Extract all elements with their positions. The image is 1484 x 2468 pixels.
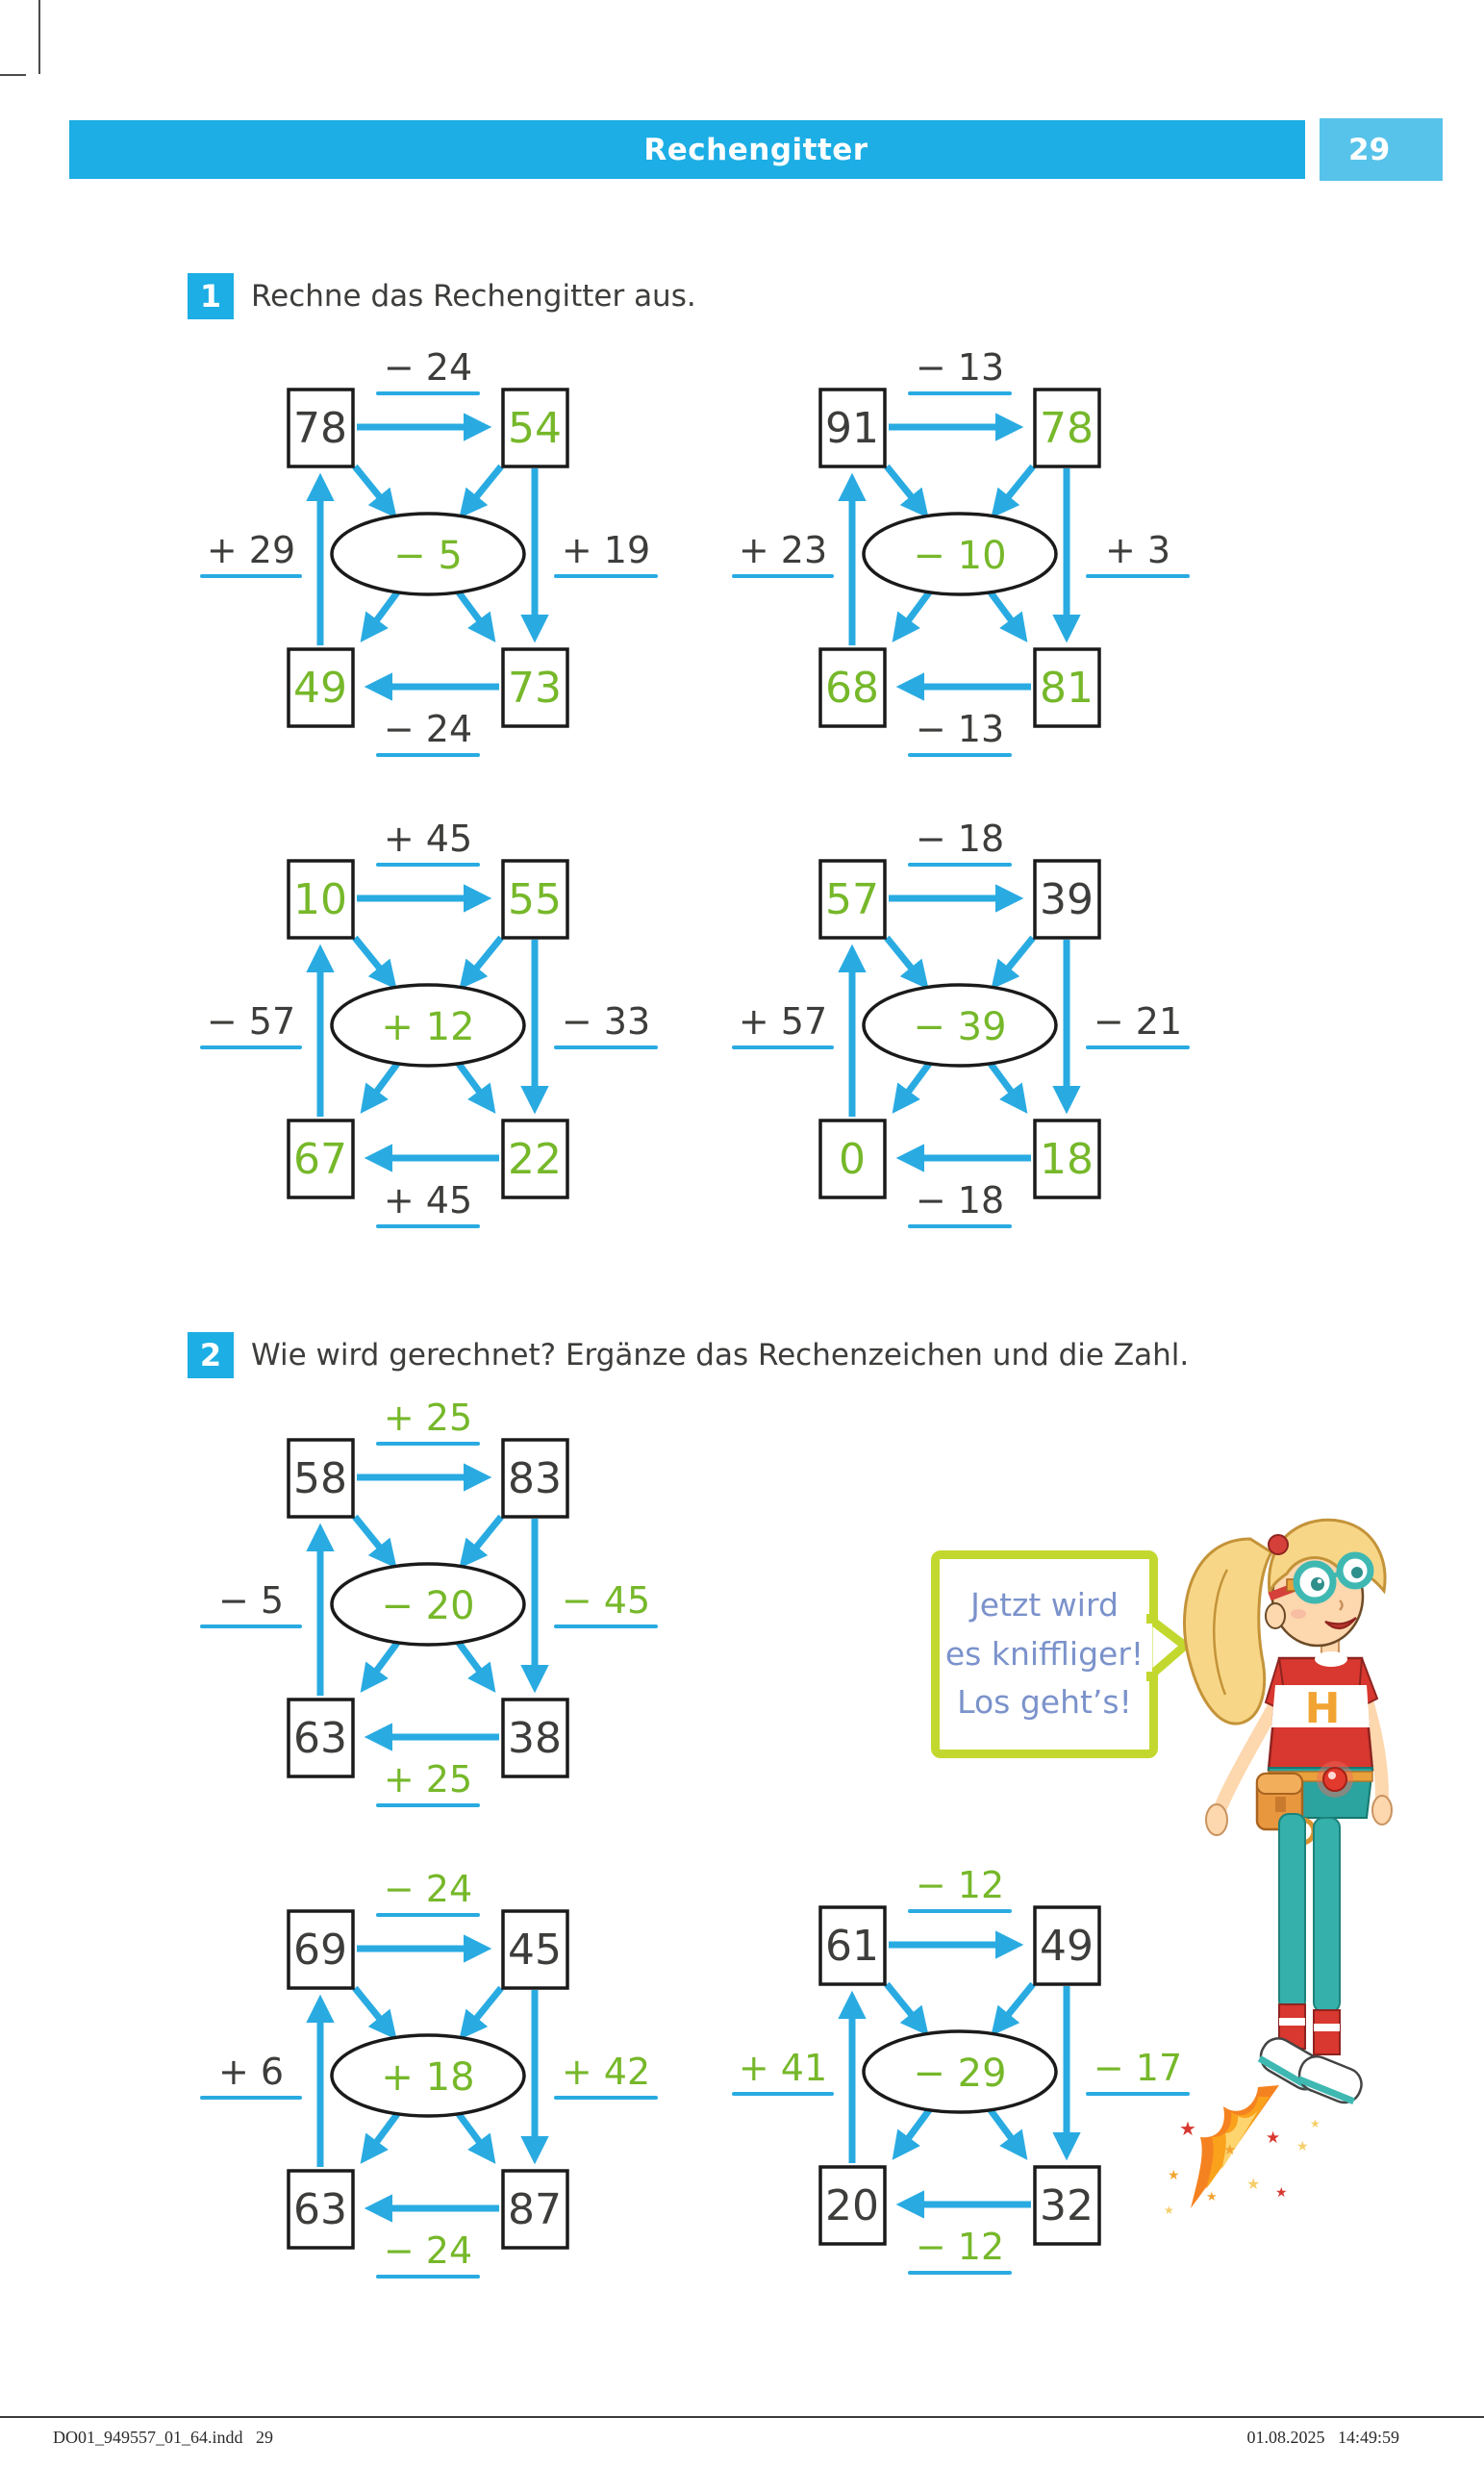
right-sock-stripe — [1314, 2024, 1340, 2031]
calculation-grid — [686, 332, 1224, 784]
bottom-left-value: 49 — [293, 664, 347, 713]
left-operation-label: − 57 — [206, 1000, 296, 1043]
belt-buckle — [1323, 1768, 1346, 1791]
center-operation-label: − 20 — [381, 1584, 475, 1628]
rechengitter-grid-6 — [154, 1853, 692, 2309]
bottom-operation-label: − 24 — [383, 708, 473, 750]
center-operation-label: + 18 — [381, 2055, 475, 2100]
left-operation-label: + 29 — [206, 529, 296, 571]
arrow-diagonal-center-bl — [896, 592, 929, 637]
top-right-value: 39 — [1040, 875, 1094, 924]
bottom-right-value: 32 — [1040, 2181, 1094, 2230]
arrow-diagonal-center-br — [459, 592, 491, 637]
arrow-diagonal-center-br — [459, 1643, 491, 1687]
left-operation-label: − 5 — [217, 1579, 285, 1622]
right-operation-label: + 3 — [1104, 529, 1171, 571]
top-operation-label: − 13 — [915, 346, 1005, 389]
crop-mark-vertical — [38, 0, 40, 74]
center-operation-label: − 5 — [393, 534, 463, 578]
svg-text:★: ★ — [1246, 2175, 1261, 2193]
calculation-grid — [154, 1382, 692, 1834]
bottom-right-value: 81 — [1040, 664, 1094, 713]
rechengitter-grid-5 — [154, 1382, 692, 1838]
bottom-operation-label: + 25 — [383, 1758, 473, 1801]
collar — [1315, 1651, 1347, 1667]
arrow-diagonal-tr-center — [995, 466, 1033, 513]
shirt-letter: H — [1304, 1684, 1341, 1733]
top-right-value: 83 — [508, 1454, 562, 1503]
crop-mark-horizontal — [0, 74, 26, 76]
bottom-operation-label: − 13 — [915, 708, 1005, 750]
top-left-value: 58 — [293, 1454, 347, 1503]
svg-text:★: ★ — [1296, 2139, 1309, 2154]
top-left-value: 78 — [293, 404, 347, 453]
rechengitter-grid-4 — [686, 803, 1224, 1259]
right-eye — [1351, 1567, 1363, 1578]
eye-highlight — [1318, 1579, 1322, 1584]
calculation-grid — [154, 1853, 692, 2305]
character-illustration — [1135, 1512, 1423, 2224]
top-left-value: 91 — [825, 404, 879, 453]
footer-timestamp: 01.08.2025 14:49:59 — [1246, 2428, 1399, 2447]
top-left-value: 61 — [825, 1922, 879, 1971]
arrow-diagonal-tl-center — [355, 1988, 392, 2034]
arrow-diagonal-tr-center — [995, 1984, 1033, 2030]
blush — [1291, 1609, 1306, 1619]
speech-bubble-line: es kniffliger! — [944, 1634, 1144, 1673]
rechengitter-grid-2 — [686, 332, 1224, 788]
ponytail-hair — [1185, 1539, 1271, 1724]
top-operation-label: − 24 — [383, 1868, 473, 1910]
left-operation-label: + 6 — [217, 2051, 285, 2093]
top-right-value: 45 — [508, 1926, 562, 1975]
bottom-left-value: 20 — [825, 2181, 879, 2230]
right-operation-label: − 33 — [561, 1000, 651, 1043]
arrow-diagonal-center-br — [991, 592, 1023, 637]
arrow-diagonal-tl-center — [355, 1517, 392, 1563]
arrow-diagonal-center-br — [459, 2114, 491, 2158]
left-operation-label: + 23 — [738, 529, 828, 571]
bottom-left-value: 67 — [293, 1135, 347, 1184]
svg-text:★: ★ — [1168, 2168, 1180, 2183]
svg-text:★: ★ — [1266, 2128, 1281, 2148]
arrow-diagonal-tl-center — [887, 466, 924, 513]
center-operation-label: − 39 — [913, 1005, 1007, 1049]
page-title: Rechengitter — [643, 132, 868, 167]
right-shoe — [1295, 2052, 1367, 2107]
speech-bubble-line: Jetzt wird — [970, 1586, 1119, 1624]
arrow-diagonal-center-br — [459, 1064, 491, 1108]
svg-text:★: ★ — [1206, 2190, 1218, 2204]
left-operation-label: + 57 — [738, 1000, 828, 1043]
arrow-diagonal-center-bl — [365, 1643, 397, 1687]
arrow-diagonal-tr-center — [464, 938, 501, 984]
bottom-left-value: 0 — [839, 1135, 866, 1184]
arrow-diagonal-tr-center — [464, 1988, 501, 2034]
footer-rule — [0, 2416, 1484, 2418]
top-left-value: 69 — [293, 1926, 347, 1975]
exercise-2-heading — [188, 1332, 1189, 1378]
arrow-diagonal-center-bl — [896, 2110, 929, 2154]
left-hand — [1206, 1804, 1227, 1835]
svg-text:★: ★ — [1164, 2204, 1174, 2217]
left-operation-label: + 41 — [738, 2047, 828, 2089]
exercise-2-instruction: Wie wird gerechnet? Ergänze das Rechenzeichen und die Zahl. — [251, 1338, 1190, 1373]
exercise-1-number-badge: 1 — [188, 273, 234, 319]
exercise-1-instruction: Rechne das Rechengitter aus. — [251, 279, 696, 314]
arrow-diagonal-center-bl — [896, 1064, 929, 1108]
svg-text:★: ★ — [1223, 2141, 1237, 2158]
arrow-diagonal-tl-center — [887, 1984, 924, 2030]
bottom-right-value: 18 — [1040, 1135, 1094, 1184]
bag-flap — [1257, 1774, 1302, 1794]
right-operation-label: − 45 — [561, 1579, 651, 1622]
arrow-diagonal-center-bl — [365, 2114, 397, 2158]
center-operation-label: − 10 — [913, 534, 1007, 578]
exercise-2-number-badge: 2 — [188, 1332, 234, 1378]
bottom-operation-label: − 24 — [383, 2229, 473, 2272]
arrow-diagonal-center-bl — [365, 1064, 397, 1108]
bottom-right-value: 87 — [508, 2185, 562, 2234]
rechengitter-grid-1 — [154, 332, 692, 788]
top-left-value: 57 — [825, 875, 879, 924]
left-sock-stripe — [1279, 2018, 1305, 2026]
calculation-grid — [686, 803, 1224, 1255]
arrow-diagonal-tl-center — [887, 938, 924, 984]
bottom-right-value: 38 — [508, 1714, 562, 1763]
top-operation-label: + 45 — [383, 818, 473, 860]
svg-text:★: ★ — [1275, 2185, 1288, 2201]
calculation-grid — [154, 803, 692, 1255]
top-left-value: 10 — [293, 875, 347, 924]
top-operation-label: − 18 — [915, 818, 1005, 860]
right-operation-label: + 42 — [561, 2051, 651, 2093]
top-operation-label: + 25 — [383, 1397, 473, 1439]
right-operation-label: − 17 — [1093, 2047, 1183, 2089]
top-operation-label: − 24 — [383, 346, 473, 389]
top-operation-label: − 12 — [915, 1864, 1005, 1906]
rechengitter-grid-3 — [154, 803, 692, 1259]
right-hand — [1372, 1796, 1392, 1825]
speech-bubble-line: Los gehtʼs! — [957, 1683, 1132, 1722]
footer-filename: DO01_949557_01_64.indd 29 — [53, 2428, 273, 2447]
exercise-1-heading — [188, 273, 696, 319]
arrow-diagonal-tr-center — [995, 938, 1033, 984]
center-operation-label: − 29 — [913, 2052, 1007, 2096]
arrow-diagonal-tl-center — [355, 938, 392, 984]
svg-text:★: ★ — [1179, 2117, 1196, 2140]
arrow-diagonal-tr-center — [464, 466, 501, 513]
bottom-operation-label: + 45 — [383, 1179, 473, 1221]
right-sock — [1314, 2010, 1340, 2054]
top-right-value: 78 — [1040, 404, 1094, 453]
left-eye — [1311, 1577, 1324, 1591]
bottom-operation-label: − 12 — [915, 2226, 1005, 2268]
center-operation-label: + 12 — [381, 1005, 475, 1049]
speech-bubble — [931, 1550, 1158, 1758]
right-operation-label: − 21 — [1093, 1000, 1183, 1043]
page-number: 29 — [1348, 132, 1391, 167]
hair-tie — [1269, 1535, 1288, 1554]
top-right-value: 55 — [508, 875, 562, 924]
ear — [1266, 1603, 1285, 1628]
bottom-operation-label: − 18 — [915, 1179, 1005, 1221]
right-operation-label: + 19 — [561, 529, 651, 571]
bottom-right-value: 73 — [508, 664, 562, 713]
bottom-left-value: 68 — [825, 664, 879, 713]
arrow-diagonal-tr-center — [464, 1517, 501, 1563]
arrow-diagonal-tl-center — [355, 466, 392, 513]
calculation-grid — [154, 332, 692, 784]
right-leg — [1314, 1818, 1340, 2012]
top-right-value: 54 — [508, 404, 562, 453]
arrow-diagonal-center-br — [991, 1064, 1023, 1108]
top-right-value: 49 — [1040, 1922, 1094, 1971]
left-leg — [1279, 1814, 1305, 2010]
bottom-right-value: 22 — [508, 1135, 562, 1184]
svg-text:★: ★ — [1310, 2117, 1321, 2130]
bottom-left-value: 63 — [293, 1714, 347, 1763]
bag-clasp — [1275, 1797, 1286, 1812]
arrow-diagonal-center-bl — [365, 592, 397, 637]
bottom-left-value: 63 — [293, 2185, 347, 2234]
buckle-highlight — [1328, 1772, 1336, 1779]
arrow-diagonal-center-br — [991, 2110, 1023, 2154]
